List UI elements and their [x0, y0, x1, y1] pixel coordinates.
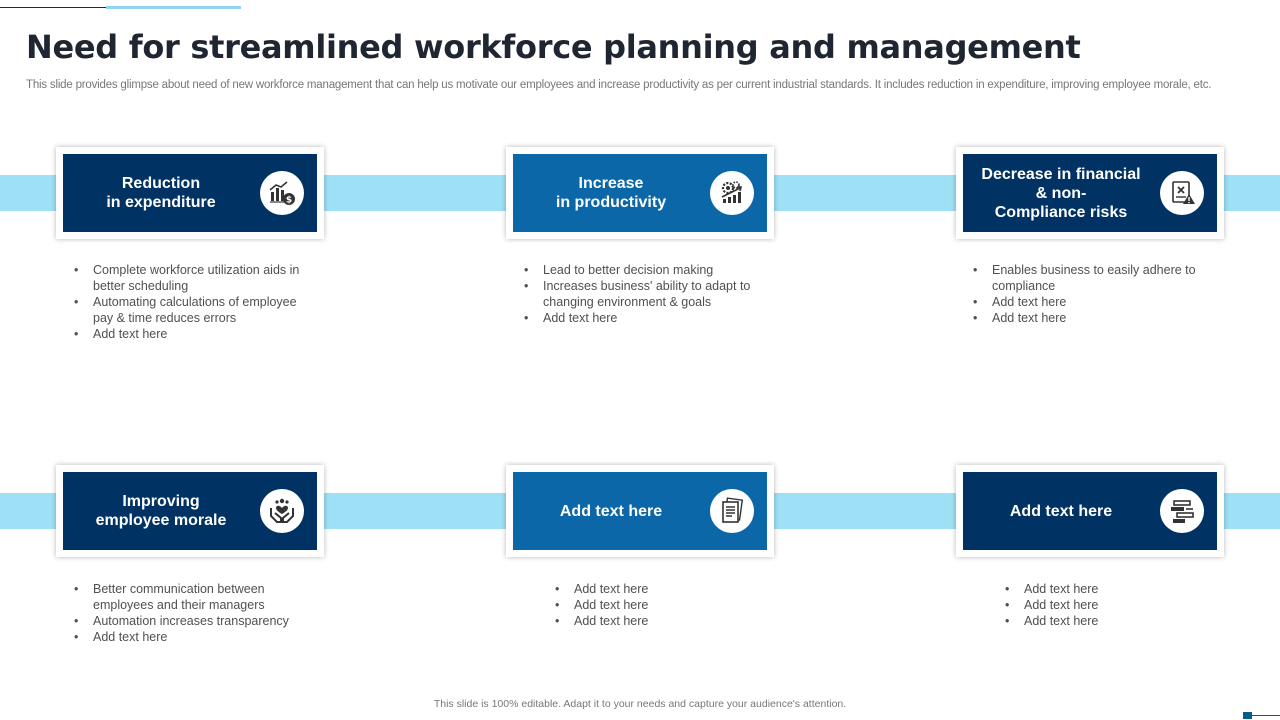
bullet-list-productivity	[524, 262, 760, 326]
chart-money-icon	[260, 171, 304, 215]
list-item: • Automating calculations of employee pay & time reduces errors	[74, 294, 310, 326]
card-reduction-in-expenditure	[56, 147, 324, 239]
card-add-text-right	[956, 465, 1224, 557]
top-accent-line-dark	[0, 7, 106, 8]
hands-heart-icon	[260, 489, 304, 533]
top-accent-line-light	[106, 6, 241, 9]
list-item: • Complete workforce utilization aids in better scheduling	[74, 262, 310, 294]
list-item: • Add text here	[1005, 613, 1205, 629]
bullet-list-middle	[555, 581, 755, 629]
bullet-list-reduction	[74, 262, 310, 342]
list-item: • Add text here	[555, 613, 755, 629]
svg-text:$: $	[285, 195, 293, 206]
list-item: • Enables business to easily adhere to compliance	[973, 262, 1209, 294]
card-label: Decrease in financial & non- Compliance risks	[981, 165, 1141, 221]
list-item: • Add text here	[524, 310, 760, 326]
bullet-list-compliance	[973, 262, 1209, 326]
card-add-text-middle	[506, 465, 774, 557]
list-item: • Add text here	[973, 310, 1209, 326]
card-header	[513, 472, 767, 550]
gear-growth-icon	[710, 171, 754, 215]
card-label: Add text here	[1009, 502, 1113, 520]
list-item: • Add text here	[74, 629, 310, 645]
list-item: • Better communication between employees and their managers	[74, 581, 310, 613]
list-item: • Add text here	[74, 326, 310, 342]
card-header	[513, 154, 767, 232]
card-label: Improving employee morale	[95, 493, 227, 529]
card-label: Increase in productivity	[555, 175, 667, 211]
risk-document-icon	[1160, 171, 1204, 215]
document-list-icon	[710, 489, 754, 533]
card-improving-employee-morale	[56, 465, 324, 557]
bullet-list-right	[1005, 581, 1205, 629]
corner-accent-line	[1252, 715, 1280, 716]
list-item: • Add text here	[555, 597, 755, 613]
timeline-bars-icon	[1160, 489, 1204, 533]
list-item: • Increases business' ability to adapt to changing environment & goals	[524, 278, 760, 310]
slide-footer: This slide is 100% editable. Adapt it to your needs and capture your audience's attention.	[433, 698, 847, 710]
card-decrease-compliance-risks	[956, 147, 1224, 239]
card-header	[963, 472, 1217, 550]
card-header	[963, 154, 1217, 232]
list-item: • Add text here	[973, 294, 1209, 310]
card-header	[63, 154, 317, 232]
corner-accent-mark	[1243, 712, 1252, 719]
list-item: • Add text here	[555, 581, 755, 597]
bullet-list-morale	[74, 581, 310, 645]
list-item: • Add text here	[1005, 581, 1205, 597]
slide-subtitle: This slide provides glimpse about need of new workforce management that can help us motivate our employees and increase productivity as per current industrial standards. It includes reduction in expenditure, improving employee morale, etc.	[26, 79, 1212, 91]
list-item: • Lead to better decision making	[524, 262, 760, 278]
card-increase-in-productivity	[506, 147, 774, 239]
card-label: Add text here	[559, 502, 663, 520]
list-item: • Add text here	[1005, 597, 1205, 613]
card-header	[63, 472, 317, 550]
slide-title: Need for streamlined workforce planning and management	[26, 28, 1081, 66]
card-label: Reduction in expenditure	[106, 175, 216, 211]
list-item: • Automation increases transparency	[74, 613, 310, 629]
